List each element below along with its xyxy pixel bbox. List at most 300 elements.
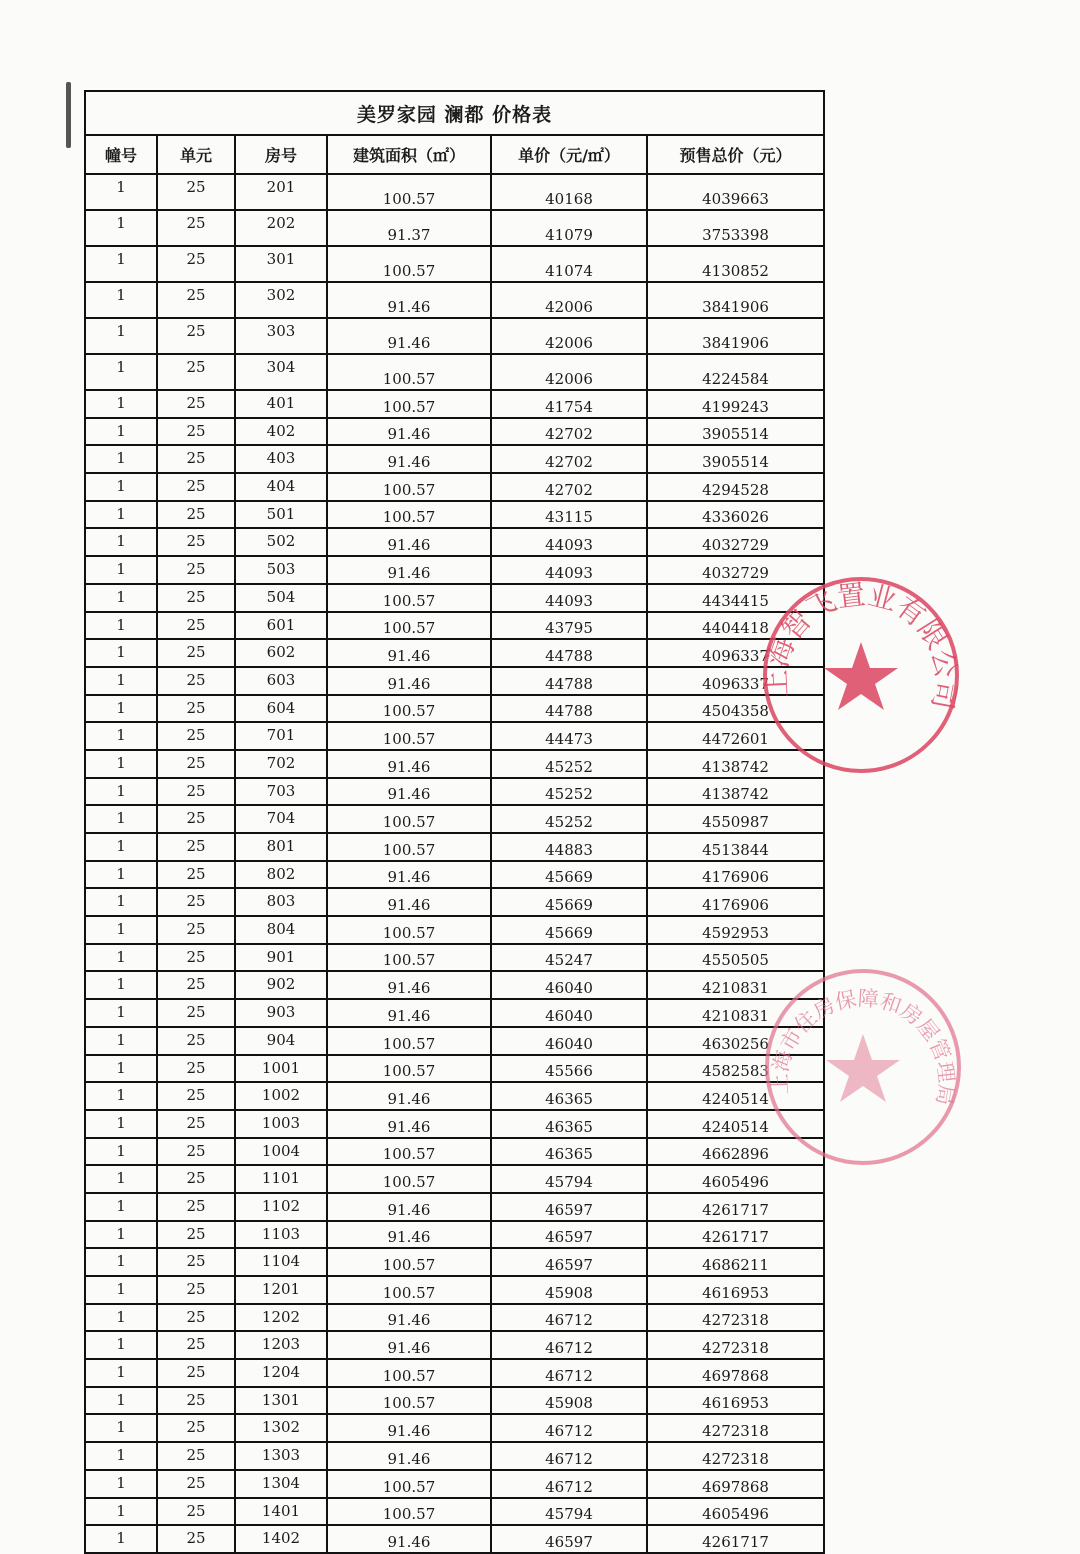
cell-total-price: 4224584 <box>647 354 824 390</box>
table-body <box>85 174 824 1553</box>
cell-building: 1 <box>85 473 157 501</box>
cell-room: 304 <box>235 354 327 390</box>
table-row <box>85 210 824 246</box>
cell-room: 202 <box>235 210 327 246</box>
table-row <box>85 1193 824 1221</box>
cell-total-price: 3905514 <box>647 445 824 473</box>
cell-unit-price: 46712 <box>491 1331 647 1359</box>
cell-unit: 25 <box>157 1442 235 1470</box>
cell-unit-price: 42702 <box>491 473 647 501</box>
cell-total-price: 4550987 <box>647 805 824 833</box>
cell-building: 1 <box>85 1359 157 1387</box>
table-row <box>85 1304 824 1332</box>
table-row <box>85 473 824 501</box>
cell-total-price: 4261717 <box>647 1193 824 1221</box>
cell-unit-price: 45252 <box>491 750 647 778</box>
cell-unit: 25 <box>157 805 235 833</box>
cell-total-price: 3753398 <box>647 210 824 246</box>
table-row <box>85 1414 824 1442</box>
cell-room: 1203 <box>235 1331 327 1359</box>
cell-building: 1 <box>85 445 157 473</box>
cell-room: 604 <box>235 695 327 723</box>
cell-area: 91.46 <box>327 971 491 999</box>
cell-total-price: 4686211 <box>647 1248 824 1276</box>
cell-unit: 25 <box>157 833 235 861</box>
header-total-price: 预售总价（元） <box>647 135 824 174</box>
cell-area: 100.57 <box>327 246 491 282</box>
cell-unit: 25 <box>157 318 235 354</box>
cell-unit-price: 45669 <box>491 888 647 916</box>
cell-unit-price: 45794 <box>491 1498 647 1526</box>
cell-total-price: 4032729 <box>647 556 824 584</box>
cell-building: 1 <box>85 246 157 282</box>
cell-room: 503 <box>235 556 327 584</box>
cell-total-price: 4199243 <box>647 390 824 418</box>
cell-unit: 25 <box>157 501 235 529</box>
cell-building: 1 <box>85 1525 157 1553</box>
header-unit: 单元 <box>157 135 235 174</box>
cell-room: 1204 <box>235 1359 327 1387</box>
cell-area: 100.57 <box>327 1276 491 1304</box>
table-row <box>85 778 824 806</box>
cell-room: 302 <box>235 282 327 318</box>
cell-room: 1001 <box>235 1055 327 1083</box>
table-row <box>85 999 824 1027</box>
table-row <box>85 888 824 916</box>
cell-area: 91.46 <box>327 888 491 916</box>
cell-room: 403 <box>235 445 327 473</box>
cell-room: 1004 <box>235 1138 327 1166</box>
table-row <box>85 695 824 723</box>
cell-area: 100.57 <box>327 1248 491 1276</box>
table-row <box>85 861 824 889</box>
cell-room: 1103 <box>235 1221 327 1249</box>
cell-total-price: 4210831 <box>647 999 824 1027</box>
cell-unit-price: 46712 <box>491 1442 647 1470</box>
cell-unit: 25 <box>157 861 235 889</box>
cell-total-price: 4240514 <box>647 1110 824 1138</box>
cell-total-price: 4176906 <box>647 861 824 889</box>
cell-area: 100.57 <box>327 944 491 972</box>
cell-unit-price: 46712 <box>491 1359 647 1387</box>
cell-room: 502 <box>235 528 327 556</box>
cell-room: 402 <box>235 418 327 446</box>
cell-building: 1 <box>85 833 157 861</box>
header-unit-price: 单价（元/㎡） <box>491 135 647 174</box>
cell-total-price: 3905514 <box>647 418 824 446</box>
cell-total-price: 4630256 <box>647 1027 824 1055</box>
cell-unit-price: 42702 <box>491 418 647 446</box>
cell-area: 100.57 <box>327 1055 491 1083</box>
cell-building: 1 <box>85 861 157 889</box>
table-row <box>85 501 824 529</box>
cell-area: 100.57 <box>327 722 491 750</box>
cell-unit: 25 <box>157 722 235 750</box>
cell-unit: 25 <box>157 1304 235 1332</box>
cell-room: 701 <box>235 722 327 750</box>
table-row <box>85 1498 824 1526</box>
cell-unit-price: 43115 <box>491 501 647 529</box>
cell-room: 902 <box>235 971 327 999</box>
table-row <box>85 418 824 446</box>
cell-unit-price: 44788 <box>491 667 647 695</box>
cell-building: 1 <box>85 916 157 944</box>
cell-building: 1 <box>85 1138 157 1166</box>
cell-area: 100.57 <box>327 1498 491 1526</box>
cell-unit-price: 45908 <box>491 1387 647 1415</box>
cell-building: 1 <box>85 1082 157 1110</box>
cell-building: 1 <box>85 282 157 318</box>
cell-unit-price: 42006 <box>491 354 647 390</box>
cell-total-price: 4434415 <box>647 584 824 612</box>
header-area: 建筑面积（㎡） <box>327 135 491 174</box>
cell-unit: 25 <box>157 556 235 584</box>
table-row <box>85 971 824 999</box>
table-row <box>85 1442 824 1470</box>
cell-total-price: 4272318 <box>647 1442 824 1470</box>
cell-total-price: 4272318 <box>647 1304 824 1332</box>
cell-total-price: 4605496 <box>647 1165 824 1193</box>
cell-building: 1 <box>85 639 157 667</box>
table-row <box>85 750 824 778</box>
cell-total-price: 4261717 <box>647 1221 824 1249</box>
cell-unit: 25 <box>157 1055 235 1083</box>
cell-area: 91.46 <box>327 556 491 584</box>
cell-unit-price: 45566 <box>491 1055 647 1083</box>
cell-unit: 25 <box>157 1027 235 1055</box>
cell-total-price: 4404418 <box>647 612 824 640</box>
cell-area: 100.57 <box>327 1470 491 1498</box>
cell-unit-price: 46597 <box>491 1193 647 1221</box>
table-row <box>85 1248 824 1276</box>
cell-total-price: 4039663 <box>647 174 824 210</box>
table-row <box>85 354 824 390</box>
cell-room: 903 <box>235 999 327 1027</box>
cell-total-price: 4513844 <box>647 833 824 861</box>
cell-area: 91.46 <box>327 861 491 889</box>
cell-total-price: 4550505 <box>647 944 824 972</box>
cell-unit: 25 <box>157 1138 235 1166</box>
cell-building: 1 <box>85 1304 157 1332</box>
cell-unit: 25 <box>157 778 235 806</box>
cell-room: 1003 <box>235 1110 327 1138</box>
table-row <box>85 390 824 418</box>
cell-room: 501 <box>235 501 327 529</box>
cell-area: 91.46 <box>327 750 491 778</box>
cell-total-price: 4176906 <box>647 888 824 916</box>
cell-area: 91.46 <box>327 1082 491 1110</box>
table-row <box>85 1470 824 1498</box>
cell-total-price: 4662896 <box>647 1138 824 1166</box>
cell-room: 803 <box>235 888 327 916</box>
cell-area: 91.46 <box>327 1221 491 1249</box>
table-row <box>85 584 824 612</box>
cell-unit-price: 44883 <box>491 833 647 861</box>
cell-unit: 25 <box>157 390 235 418</box>
cell-unit-price: 46365 <box>491 1138 647 1166</box>
cell-room: 401 <box>235 390 327 418</box>
cell-building: 1 <box>85 1110 157 1138</box>
cell-unit: 25 <box>157 445 235 473</box>
cell-unit: 25 <box>157 695 235 723</box>
table-row <box>85 556 824 584</box>
table-row <box>85 1221 824 1249</box>
cell-unit-price: 45252 <box>491 778 647 806</box>
cell-unit-price: 45669 <box>491 916 647 944</box>
cell-total-price: 4472601 <box>647 722 824 750</box>
cell-building: 1 <box>85 1055 157 1083</box>
cell-room: 1303 <box>235 1442 327 1470</box>
cell-building: 1 <box>85 888 157 916</box>
cell-area: 91.46 <box>327 318 491 354</box>
cell-unit: 25 <box>157 528 235 556</box>
cell-room: 1302 <box>235 1414 327 1442</box>
table-row <box>85 1110 824 1138</box>
cell-unit: 25 <box>157 246 235 282</box>
cell-building: 1 <box>85 612 157 640</box>
cell-area: 91.46 <box>327 528 491 556</box>
cell-unit-price: 46040 <box>491 971 647 999</box>
cell-room: 704 <box>235 805 327 833</box>
cell-total-price: 4272318 <box>647 1414 824 1442</box>
cell-total-price: 4210831 <box>647 971 824 999</box>
cell-total-price: 4032729 <box>647 528 824 556</box>
table-row <box>85 722 824 750</box>
cell-room: 1301 <box>235 1387 327 1415</box>
cell-area: 91.46 <box>327 1414 491 1442</box>
cell-unit-price: 46597 <box>491 1248 647 1276</box>
cell-area: 100.57 <box>327 833 491 861</box>
cell-unit: 25 <box>157 888 235 916</box>
cell-area: 91.46 <box>327 778 491 806</box>
table-row <box>85 445 824 473</box>
cell-area: 100.57 <box>327 584 491 612</box>
cell-unit: 25 <box>157 944 235 972</box>
cell-area: 91.46 <box>327 667 491 695</box>
cell-room: 201 <box>235 174 327 210</box>
cell-room: 602 <box>235 639 327 667</box>
cell-room: 404 <box>235 473 327 501</box>
cell-unit-price: 42006 <box>491 318 647 354</box>
cell-unit-price: 46597 <box>491 1221 647 1249</box>
cell-area: 100.57 <box>327 1027 491 1055</box>
cell-room: 603 <box>235 667 327 695</box>
table-row <box>85 612 824 640</box>
cell-unit-price: 46365 <box>491 1110 647 1138</box>
cell-unit: 25 <box>157 1193 235 1221</box>
cell-unit-price: 40168 <box>491 174 647 210</box>
cell-unit: 25 <box>157 473 235 501</box>
cell-unit-price: 44788 <box>491 639 647 667</box>
cell-room: 1304 <box>235 1470 327 1498</box>
cell-unit-price: 46040 <box>491 999 647 1027</box>
cell-unit-price: 43795 <box>491 612 647 640</box>
cell-room: 1101 <box>235 1165 327 1193</box>
table-row <box>85 1359 824 1387</box>
cell-total-price: 4697868 <box>647 1470 824 1498</box>
cell-unit-price: 46712 <box>491 1470 647 1498</box>
table-row <box>85 1276 824 1304</box>
cell-area: 100.57 <box>327 473 491 501</box>
cell-total-price: 4240514 <box>647 1082 824 1110</box>
cell-unit: 25 <box>157 418 235 446</box>
cell-unit: 25 <box>157 750 235 778</box>
table-row <box>85 528 824 556</box>
table-row <box>85 916 824 944</box>
cell-total-price: 4616953 <box>647 1387 824 1415</box>
table-row <box>85 1165 824 1193</box>
cell-unit-price: 46365 <box>491 1082 647 1110</box>
cell-room: 1201 <box>235 1276 327 1304</box>
cell-unit: 25 <box>157 1110 235 1138</box>
cell-building: 1 <box>85 174 157 210</box>
cell-room: 303 <box>235 318 327 354</box>
table-row <box>85 1387 824 1415</box>
cell-room: 601 <box>235 612 327 640</box>
cell-room: 801 <box>235 833 327 861</box>
cell-area: 100.57 <box>327 174 491 210</box>
cell-building: 1 <box>85 1027 157 1055</box>
cell-total-price: 4138742 <box>647 778 824 806</box>
cell-building: 1 <box>85 390 157 418</box>
cell-building: 1 <box>85 722 157 750</box>
cell-unit-price: 46712 <box>491 1304 647 1332</box>
cell-total-price: 4294528 <box>647 473 824 501</box>
cell-area: 100.57 <box>327 501 491 529</box>
table-row <box>85 246 824 282</box>
cell-building: 1 <box>85 695 157 723</box>
cell-area: 91.46 <box>327 999 491 1027</box>
table-row <box>85 1082 824 1110</box>
cell-unit: 25 <box>157 174 235 210</box>
cell-area: 91.46 <box>327 1110 491 1138</box>
cell-unit: 25 <box>157 1276 235 1304</box>
cell-total-price: 4697868 <box>647 1359 824 1387</box>
table-row <box>85 1055 824 1083</box>
cell-total-price: 4336026 <box>647 501 824 529</box>
cell-room: 804 <box>235 916 327 944</box>
cell-unit: 25 <box>157 282 235 318</box>
cell-building: 1 <box>85 501 157 529</box>
cell-room: 1104 <box>235 1248 327 1276</box>
cell-room: 702 <box>235 750 327 778</box>
cell-area: 100.57 <box>327 612 491 640</box>
cell-unit: 25 <box>157 1498 235 1526</box>
cell-unit-price: 44093 <box>491 556 647 584</box>
table-row <box>85 1027 824 1055</box>
cell-total-price: 4592953 <box>647 916 824 944</box>
cell-area: 91.46 <box>327 1442 491 1470</box>
cell-building: 1 <box>85 805 157 833</box>
cell-building: 1 <box>85 1498 157 1526</box>
cell-building: 1 <box>85 1470 157 1498</box>
cell-total-price: 4504358 <box>647 695 824 723</box>
cell-unit: 25 <box>157 1248 235 1276</box>
cell-building: 1 <box>85 418 157 446</box>
cell-room: 301 <box>235 246 327 282</box>
header-building: 幢号 <box>85 135 157 174</box>
cell-room: 1002 <box>235 1082 327 1110</box>
cell-building: 1 <box>85 1276 157 1304</box>
cell-area: 91.46 <box>327 1193 491 1221</box>
cell-unit: 25 <box>157 354 235 390</box>
table-row <box>85 667 824 695</box>
cell-unit: 25 <box>157 1470 235 1498</box>
cell-area: 100.57 <box>327 1165 491 1193</box>
cell-unit: 25 <box>157 1387 235 1415</box>
cell-room: 802 <box>235 861 327 889</box>
cell-unit: 25 <box>157 1082 235 1110</box>
cell-building: 1 <box>85 354 157 390</box>
cell-building: 1 <box>85 1193 157 1221</box>
cell-room: 1401 <box>235 1498 327 1526</box>
table-row <box>85 1138 824 1166</box>
cell-total-price: 4138742 <box>647 750 824 778</box>
table-title: 美罗家园 澜都 价格表 <box>85 91 824 135</box>
cell-room: 504 <box>235 584 327 612</box>
cell-total-price: 4130852 <box>647 246 824 282</box>
table-row <box>85 833 824 861</box>
cell-area: 91.46 <box>327 1331 491 1359</box>
cell-area: 100.57 <box>327 1359 491 1387</box>
table-row <box>85 805 824 833</box>
cell-unit-price: 45794 <box>491 1165 647 1193</box>
cell-building: 1 <box>85 210 157 246</box>
cell-area: 91.46 <box>327 282 491 318</box>
cell-unit-price: 44473 <box>491 722 647 750</box>
star-icon <box>826 1034 900 1102</box>
cell-unit: 25 <box>157 210 235 246</box>
cell-building: 1 <box>85 1387 157 1415</box>
cell-unit-price: 45908 <box>491 1276 647 1304</box>
cell-unit: 25 <box>157 612 235 640</box>
cell-unit: 25 <box>157 1165 235 1193</box>
table-row <box>85 1525 824 1553</box>
cell-total-price: 4616953 <box>647 1276 824 1304</box>
table-row <box>85 639 824 667</box>
cell-area: 100.57 <box>327 390 491 418</box>
cell-building: 1 <box>85 528 157 556</box>
cell-building: 1 <box>85 667 157 695</box>
cell-building: 1 <box>85 1331 157 1359</box>
cell-total-price: 4272318 <box>647 1331 824 1359</box>
cell-area: 100.57 <box>327 805 491 833</box>
cell-building: 1 <box>85 944 157 972</box>
cell-unit-price: 46040 <box>491 1027 647 1055</box>
cell-unit-price: 46597 <box>491 1525 647 1553</box>
cell-unit-price: 42702 <box>491 445 647 473</box>
cell-total-price: 4261717 <box>647 1525 824 1553</box>
cell-building: 1 <box>85 778 157 806</box>
cell-area: 100.57 <box>327 1138 491 1166</box>
cell-total-price: 4096337 <box>647 639 824 667</box>
cell-building: 1 <box>85 1221 157 1249</box>
cell-building: 1 <box>85 1165 157 1193</box>
cell-building: 1 <box>85 556 157 584</box>
table-row <box>85 318 824 354</box>
cell-unit-price: 44788 <box>491 695 647 723</box>
cell-room: 1102 <box>235 1193 327 1221</box>
cell-building: 1 <box>85 584 157 612</box>
cell-unit: 25 <box>157 999 235 1027</box>
cell-total-price: 3841906 <box>647 318 824 354</box>
cell-unit: 25 <box>157 916 235 944</box>
table-row <box>85 282 824 318</box>
cell-total-price: 4582583 <box>647 1055 824 1083</box>
cell-area: 91.46 <box>327 418 491 446</box>
cell-unit-price: 45252 <box>491 805 647 833</box>
cell-unit-price: 44093 <box>491 528 647 556</box>
